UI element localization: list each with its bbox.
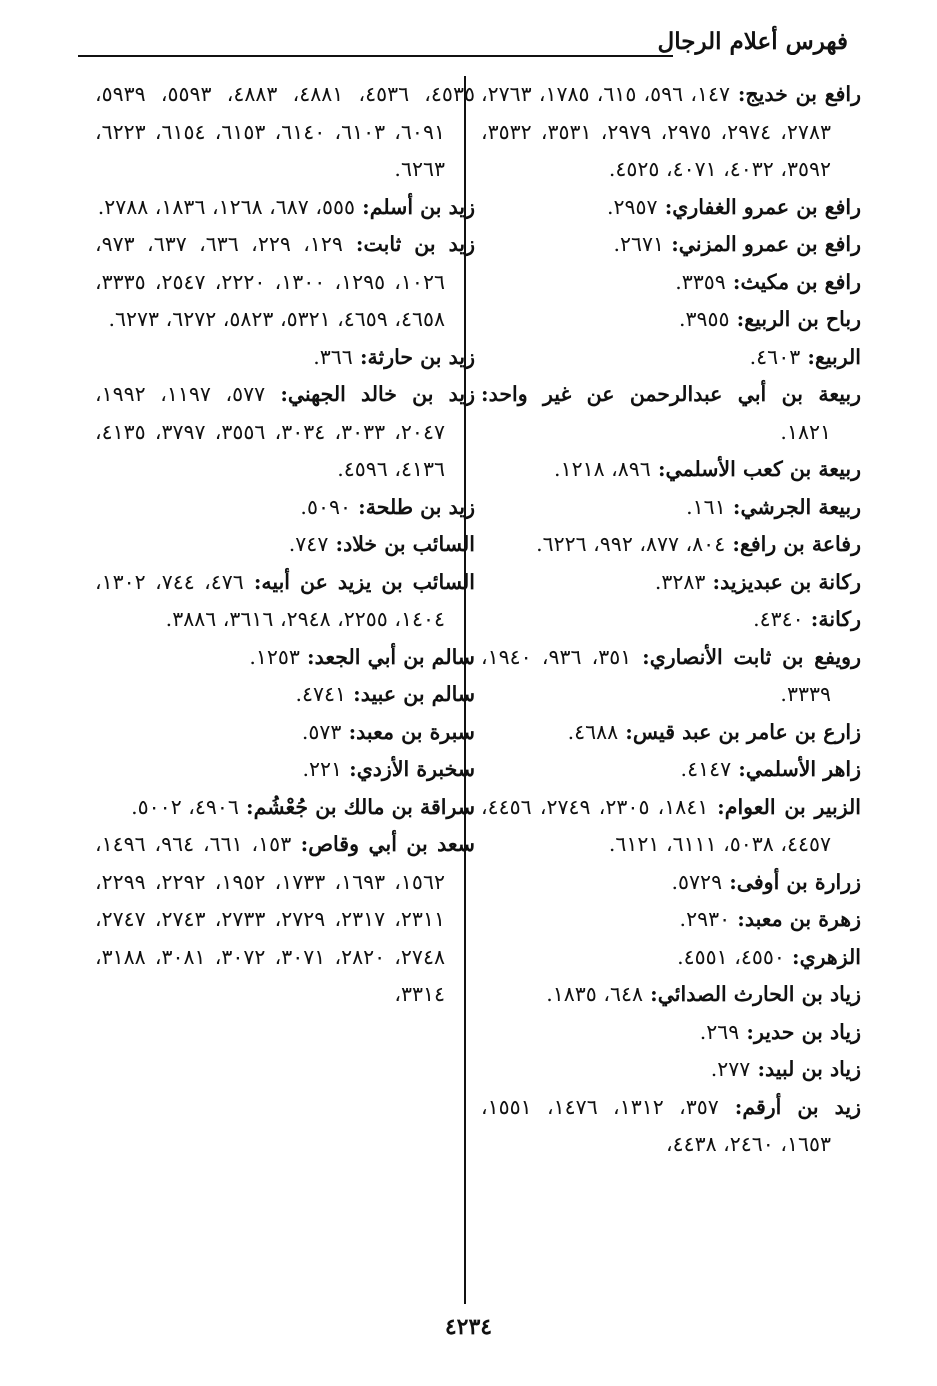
entry-refs: ٥٧٧، ١١٩٧، ١٩٩٢، ٢٠٤٧، ٣٠٣٣، ٣٠٣٤، ٣٥٥٦، ٣٧٩٧، ٤١٣٥، ٤١٣٦، ٤٥٩٦.: [95, 382, 445, 481]
entry-name: زرارة بن أوفى: [736, 869, 861, 894]
entry-refs: ٤٥٥٠، ٤٥٥١.: [677, 944, 785, 969]
index-entry: [481, 601, 861, 639]
entry-name: رفاعة بن رافع: [739, 532, 861, 556]
entry-name: ربيعة الجرشي: [740, 494, 861, 519]
index-entry: [95, 789, 475, 827]
entry-refs: ٢٢١.: [302, 757, 343, 781]
entry-separator: :: [657, 194, 673, 219]
entry-separator: :: [650, 457, 666, 481]
index-entry: [481, 639, 861, 714]
entry-separator: :: [718, 1094, 743, 1119]
entry-name: زهرة بن معبد: [744, 907, 861, 931]
entry-refs: ٣٥٧، ١٣١٢، ١٤٧٦، ١٥٥١، ١٦٥٣، ٢٤٦٠، ٤٤٣٨،: [481, 1094, 831, 1156]
entry-separator: :: [730, 907, 745, 931]
entry-refs: ١٦١.: [686, 494, 726, 519]
entry-name: سالم بن عبيد: [360, 682, 475, 706]
entry-separator: :: [342, 232, 364, 256]
entry-separator: :: [351, 494, 366, 519]
index-entry: [481, 564, 861, 602]
entry-name: رافع بن خديج: [745, 82, 861, 106]
entry-separator: :: [664, 232, 679, 256]
entry-name: رويفع بن ثابت الأنصاري: [649, 644, 861, 669]
entry-refs: ١٢٥٣.: [249, 644, 300, 669]
entry-name: رافع بن عمرو المزني: [678, 232, 861, 256]
entry-refs: ٣٥١، ٩٣٦، ١٩٤٠، ٣٣٣٩.: [481, 644, 831, 706]
entry-separator: :: [291, 832, 309, 856]
entry-name: الزبير بن العوام: [724, 794, 861, 819]
index-entry: [95, 339, 475, 377]
index-entry: [481, 526, 861, 564]
entry-separator: :: [722, 869, 737, 894]
entry-name: زيد بن خالد الجهني: [287, 382, 475, 406]
entry-separator: :: [725, 269, 741, 294]
index-entry: [95, 751, 475, 789]
entry-name: زياد بن حدير: [753, 1019, 861, 1044]
entry-refs: ٥٠٩٠.: [300, 494, 351, 519]
entry-name: ركانة بن عبديزيد: [720, 569, 861, 594]
entry-refs: ٤١٤٧.: [680, 757, 732, 781]
entry-name: سراقة بن مالك بن جُعْشُم: [253, 794, 475, 819]
entry-name: رباح بن الربيع: [744, 307, 861, 331]
entry-separator: :: [803, 607, 819, 631]
entry-refs: ٤٦٠٣.: [749, 344, 801, 369]
entry-name: ركانة: [818, 607, 861, 631]
index-entry: [95, 76, 475, 189]
entry-name: زيد بن ثابت: [363, 232, 475, 256]
index-entry: [95, 714, 475, 752]
index-entry: [481, 1051, 861, 1089]
index-entry: [481, 789, 861, 864]
entry-name: السائب بن يزيد عن أبيه: [261, 569, 475, 594]
entry-separator: :: [708, 794, 725, 819]
entry-refs: ١٢٩، ٢٢٩، ٦٣٦، ٦٣٧، ٩٧٣، ١٠٢٦، ١٢٩٥، ١٣٠٠، ٢٢٢٠، ٢٥٤٧، ٣٣٣٥، ٤٦٥٨، ٤٦٥٩، ٥٣٢١، ٥٨٢٣، ٦٢٧٢، ٦٢٧٣.: [95, 232, 445, 331]
entry-name: سخبرة الأزدي: [356, 757, 475, 781]
entry-refs: ٨٠٤، ٨٧٧، ٩٩٢، ٦٢٢٦.: [536, 532, 726, 556]
index-entry: [481, 1014, 861, 1052]
entry-refs: ٧٤٧.: [288, 532, 329, 556]
entry-refs: ١٨٢١.: [780, 419, 831, 444]
entry-separator: :: [299, 644, 315, 669]
index-entry: [95, 189, 475, 227]
index-column-left: [95, 76, 475, 1014]
entry-separator: :: [631, 644, 650, 669]
entry-name: زيد بن حارثة: [367, 344, 475, 369]
entry-separator: :: [725, 494, 741, 519]
entry-refs: ٥٧٣.: [301, 719, 342, 744]
index-entry: [95, 376, 475, 489]
entry-refs: ٢٦٧١.: [613, 232, 665, 256]
index-column-right: [481, 76, 861, 1164]
entry-name: الزهري: [799, 944, 861, 969]
entry-separator: :: [705, 569, 721, 594]
entry-name: ربيعة بن كعب الأسلمي: [665, 457, 861, 481]
index-entry: [481, 939, 861, 977]
page-header: [78, 24, 848, 64]
entry-separator: :: [346, 682, 361, 706]
entry-refs: ٣٦٦.: [313, 344, 353, 369]
entry-separator: :: [618, 719, 633, 744]
entry-refs: ١٨٤١، ٢٣٠٥، ٢٧٤٩، ٤٤٥٦، ٤٤٥٧، ٥٠٣٨، ٦١١١، ٦١٢١.: [481, 794, 831, 856]
entry-name: رافع بن عمرو الغفاري: [672, 194, 861, 219]
entry-name: سبرة بن معبد: [356, 719, 475, 744]
index-entry: [481, 489, 861, 527]
index-entry: [481, 864, 861, 902]
index-entry: [95, 564, 475, 639]
entry-name: زيد بن أرقم: [742, 1094, 861, 1119]
index-entry: [481, 901, 861, 939]
entry-separator: :: [750, 1057, 766, 1081]
entry-name: زياد بن لبيد: [765, 1057, 861, 1081]
entry-separator: :: [265, 382, 288, 406]
index-entry: [481, 76, 861, 189]
entry-refs: ٦٤٨، ١٨٣٥.: [546, 982, 643, 1006]
entry-separator: :: [243, 569, 262, 594]
index-entry: [481, 264, 861, 302]
entry-refs: ٤٥٣٥، ٤٥٣٦، ٤٨٨١، ٤٨٨٣، ٥٥٩٣، ٥٩٣٩، ٦٠٩١، ٦١٠٣، ٦١٤٠، ٦١٥٣، ٦١٥٤، ٦٢٢٣، ٦٢٦٣.: [95, 82, 475, 181]
entry-refs: ٤٩٠٦، ٥٠٠٢.: [131, 794, 239, 819]
entry-refs: ٤٣٤٠.: [753, 607, 804, 631]
entry-separator: :: [328, 532, 344, 556]
index-entry: [481, 714, 861, 752]
index-entry: [481, 301, 861, 339]
entry-separator: :: [238, 794, 254, 819]
entry-separator: :: [729, 307, 745, 331]
entry-name: زياد بن الحارث الصدائي: [657, 982, 861, 1006]
index-entry: [95, 226, 475, 339]
entry-refs: ٥٧٢٩.: [671, 869, 723, 894]
index-entry: [95, 826, 475, 1014]
index-entry: [481, 751, 861, 789]
running-title: فهرس أعلام الرجال: [657, 28, 848, 55]
entry-separator: :: [731, 757, 746, 781]
entry-separator: :: [739, 1019, 754, 1044]
index-entry: [481, 451, 861, 489]
index-entry: [481, 339, 861, 377]
entry-refs: ٥٥٥، ٦٨٧، ١٢٦٨، ١٨٣٦، ٢٧٨٨.: [97, 194, 356, 219]
index-entry: [95, 526, 475, 564]
entry-name: رافع بن مكيث: [740, 269, 861, 294]
entry-name: زاهر الأسلمي: [745, 757, 861, 781]
header-rule: [78, 55, 673, 57]
entry-refs: ٣٢٨٣.: [654, 569, 706, 594]
entry-refs: ٨٩٦، ١٢١٨.: [554, 457, 651, 481]
index-entry: [481, 976, 861, 1014]
index-entry: [481, 1089, 861, 1164]
entry-separator: :: [730, 82, 746, 106]
entry-name: الربيع: [814, 344, 861, 369]
index-entry: [481, 226, 861, 264]
entry-refs: ٤٦٨٨.: [567, 719, 619, 744]
entry-refs: ٣٣٥٩.: [675, 269, 726, 294]
index-entry: [481, 189, 861, 227]
page-number: ٤٢٣٤: [444, 1314, 493, 1340]
index-entry: [95, 639, 475, 677]
entry-refs: ٣٩٥٥.: [678, 307, 730, 331]
entry-name: زيد بن أسلم: [369, 194, 475, 219]
entry-name: زيد بن طلحة: [365, 494, 475, 519]
entry-separator: :: [341, 719, 357, 744]
entry-refs: ١٥٣، ٦٦١، ٩٦٤، ١٤٩٦، ١٥٦٢، ١٦٩٣، ١٧٣٣، ١٩٥٢، ٢٢٩٢، ٢٢٩٩، ٢٣١١، ٢٣١٧، ٢٧٢٩، ٢٧٣٣، ٢٧٤٣، ٢٧٤٧، ٢٧٤٨، ٢٨٢٠، ٣٠٧١، ٣٠٧٢، ٣٠٨١، ٣١٨٨، ٣٣١٤،: [95, 832, 445, 1006]
entry-name: زارع بن عامر بن عبد قيس: [632, 719, 861, 744]
entry-separator: :: [352, 344, 368, 369]
entry-separator: :: [784, 944, 800, 969]
index-entry: [95, 676, 475, 714]
entry-refs: ٢٩٥٧.: [606, 194, 658, 219]
entry-name: ربيعة بن أبي عبدالرحمن عن غير واحد: [488, 382, 861, 406]
entry-separator: :: [725, 532, 740, 556]
entry-refs: ٢٩٣٠.: [679, 907, 731, 931]
entry-refs: ٤٧٦، ٧٤٤، ١٣٠٢، ١٤٠٤، ٢٢٥٥، ٢٩٤٨، ٣٦١٦، ٣٨٨٦.: [95, 569, 445, 631]
entry-refs: ٢٧٧.: [710, 1057, 751, 1081]
index-entry: [481, 376, 861, 451]
entry-refs: ٤٧٤١.: [295, 682, 347, 706]
entry-refs: ٢٦٩.: [699, 1019, 740, 1044]
entry-separator: :: [800, 344, 815, 369]
entry-separator: :: [642, 982, 658, 1006]
entry-name: سعد بن أبي وقاص: [308, 832, 475, 856]
entry-separator: :: [355, 194, 370, 219]
entry-name: السائب بن خلاد: [343, 532, 475, 556]
entry-separator: :: [481, 382, 489, 406]
entry-refs: ١٤٧، ٥٩٦، ٦١٥، ١٧٨٥، ٢٧٦٣، ٢٧٨٣، ٢٩٧٤، ٢٩٧٥، ٢٩٧٩، ٣٥٣١، ٣٥٣٢، ٣٥٩٢، ٤٠٣٢، ٤٠٧١، ٤٥٢٥.: [481, 82, 831, 181]
index-entry: [95, 489, 475, 527]
entry-separator: :: [342, 757, 357, 781]
entry-name: سالم بن أبي الجعد: [314, 644, 475, 669]
